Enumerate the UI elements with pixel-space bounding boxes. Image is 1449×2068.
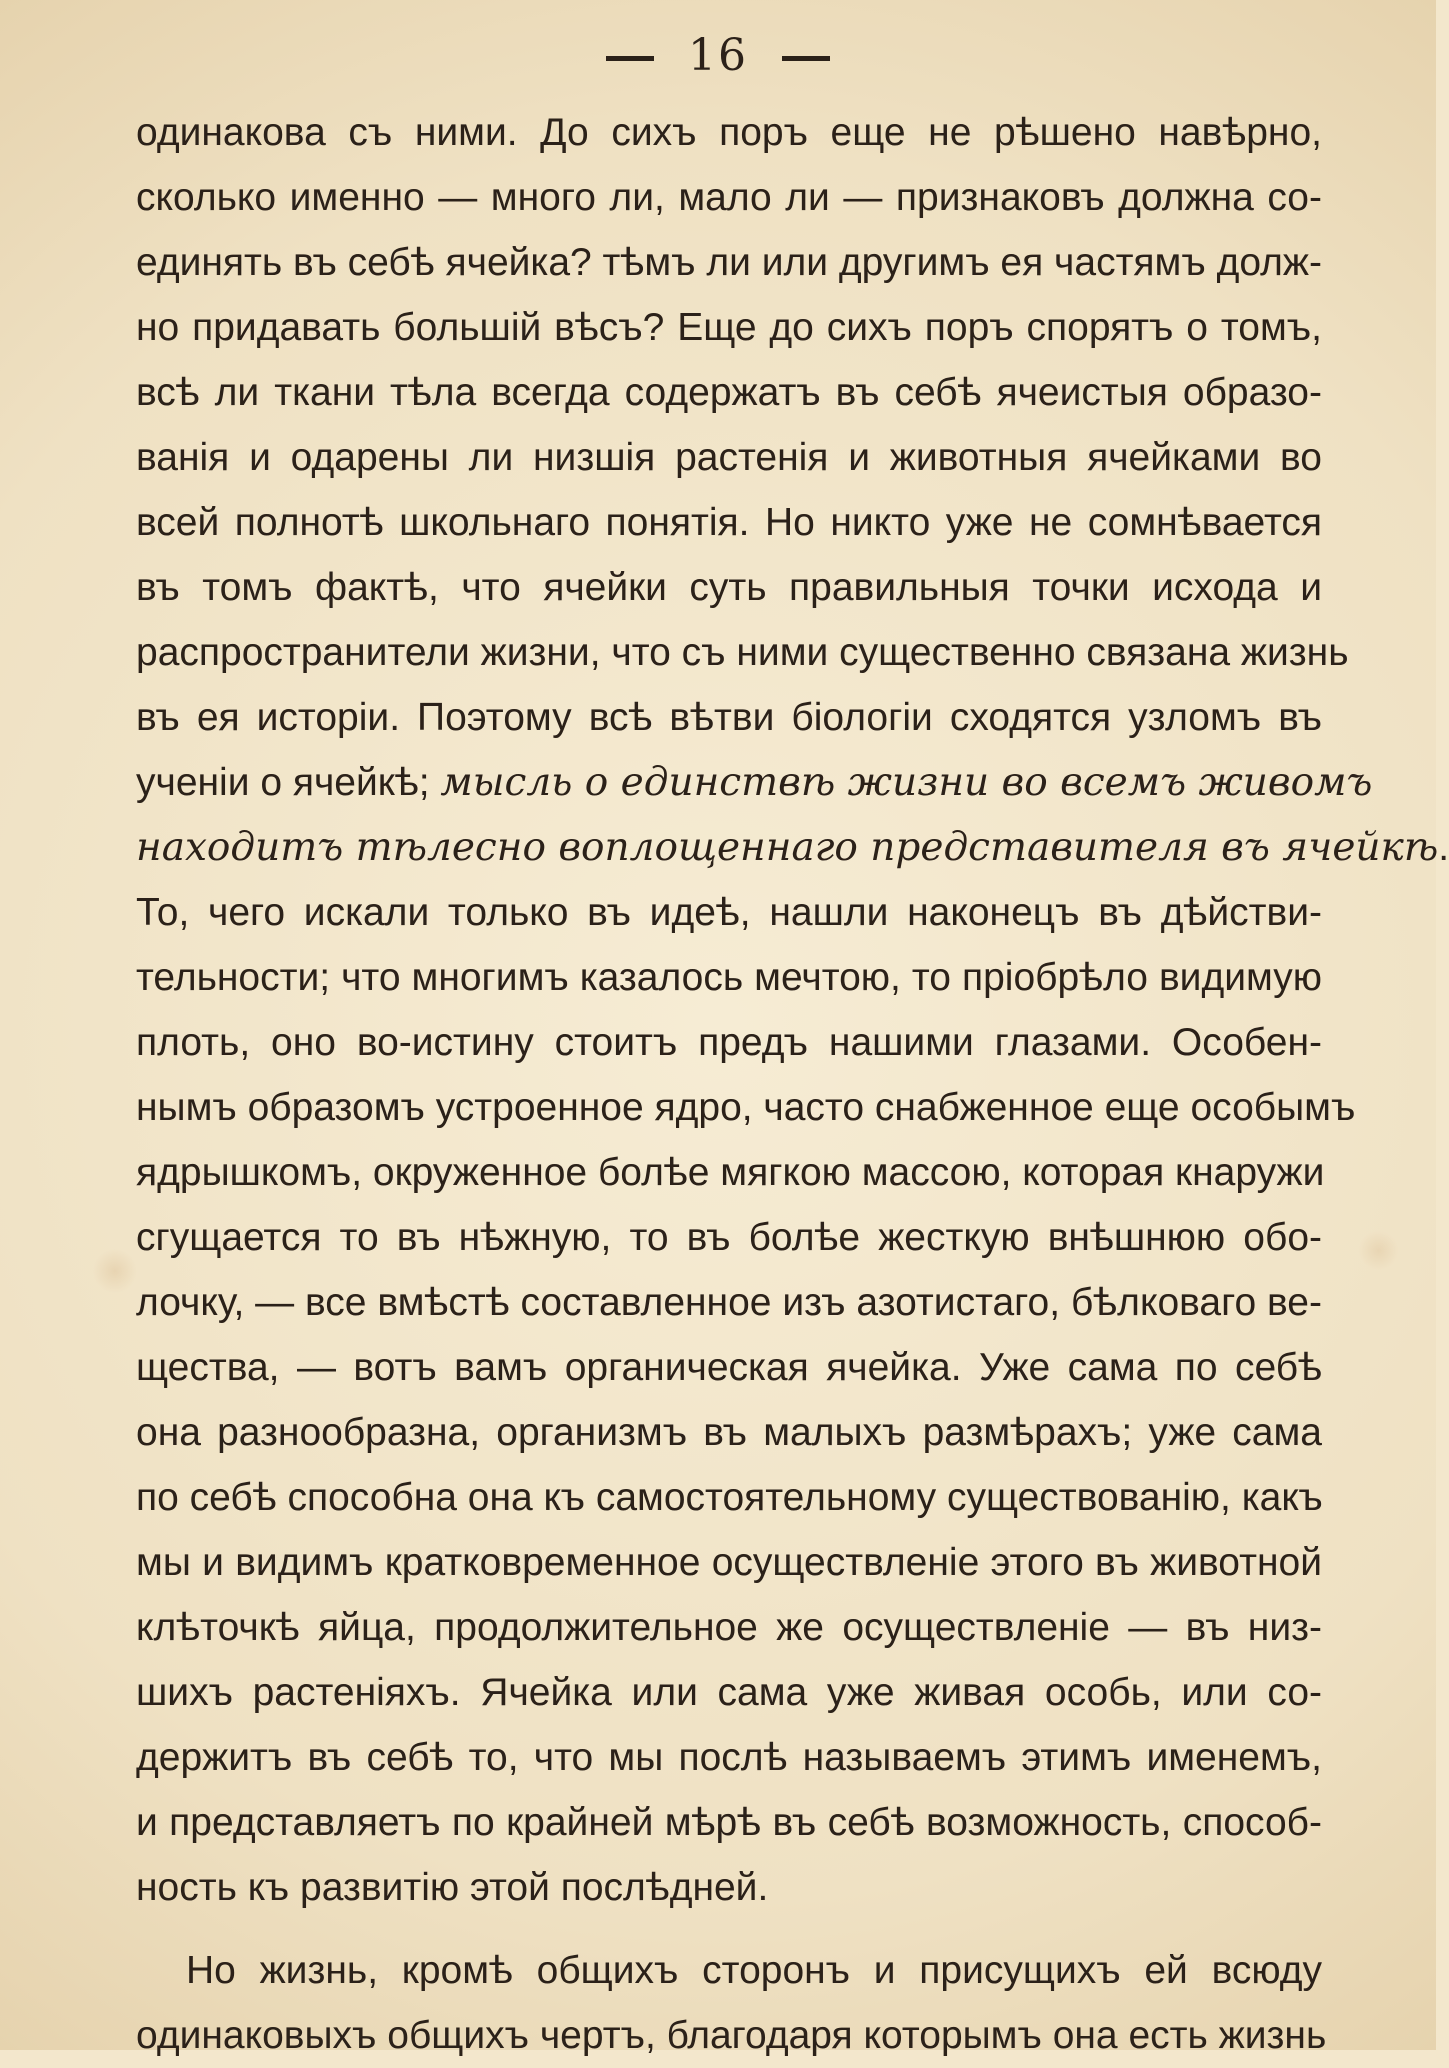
text-line: сгущается то въ нѣжную, то въ болѣе жесткую внѣшнюю обо-	[136, 1216, 1322, 1259]
text-line: распространители жизни, что съ ними существенно связана жизнь	[136, 631, 1349, 674]
body-text	[136, 100, 1449, 2068]
page-number-dash-right	[782, 56, 830, 61]
text-line: сколько именно — много ли, мало ли — признаковъ должна со-	[136, 176, 1322, 219]
text-line: щества, — вотъ вамъ органическая ячейка. Уже сама по себѣ	[136, 1346, 1322, 1389]
text-line: одинаковыхъ общихъ чертъ, благодаря которымъ она есть жизнь	[136, 2014, 1327, 2057]
text-line: находитъ тѣлесно воплощеннаго представителя въ ячейкѣ.	[136, 825, 1449, 870]
text-line: лочку, — все вмѣстѣ составленное изъ азотистаго, бѣлковаго ве-	[136, 1281, 1322, 1324]
text-line: одинакова съ ними. До сихъ поръ еще не рѣшено навѣрно,	[136, 111, 1322, 154]
text-line: по себѣ способна она къ самостоятельному существованію, какъ	[136, 1476, 1323, 1519]
text-line: но придавать большій вѣсъ? Еще до сихъ поръ спорятъ о томъ,	[136, 306, 1322, 349]
text-line: въ ея исторіи. Поэтому всѣ вѣтви біологіи сходятся узломъ въ	[136, 696, 1322, 739]
page-number	[0, 30, 1436, 81]
text-line: и представляетъ по крайней мѣрѣ въ себѣ возможность, способ-	[136, 1801, 1322, 1844]
text-line: То, чего искали только въ идеѣ, нашли наконецъ въ дѣйстви-	[136, 891, 1322, 934]
text-line: мы и видимъ кратковременное осуществленіе этого въ животной	[136, 1541, 1322, 1584]
text-line: она разнообразна, организмъ въ малыхъ размѣрахъ; уже сама	[136, 1411, 1322, 1454]
text-line: Но жизнь, кромѣ общихъ сторонъ и присущихъ ей всюду	[186, 1949, 1322, 1992]
text-line: ученіи о ячейкѣ; мысль о единствѣ жизни во всемъ живомъ	[136, 760, 1373, 805]
page-number-value: 16	[688, 30, 748, 81]
emphasized-text: мысль о единствѣ жизни во всемъ живомъ	[440, 760, 1373, 805]
page-number-dash-left	[606, 56, 654, 61]
text-line: держитъ въ себѣ то, что мы послѣ называемъ этимъ именемъ,	[136, 1736, 1322, 1779]
text-line: единять въ себѣ ячейка? тѣмъ ли или другимъ ея частямъ долж-	[136, 241, 1322, 284]
text-line: плоть, оно во-истину стоитъ предъ нашими глазами. Особен-	[136, 1021, 1322, 1064]
text-line: ядрышкомъ, окруженное болѣе мягкою массою, которая кнаружи	[136, 1151, 1325, 1194]
text-line: ность къ развитію этой послѣдней.	[136, 1866, 769, 1909]
text-line: нымъ образомъ устроенное ядро, часто снабженное еще особымъ	[136, 1086, 1356, 1129]
text-line: клѣточкѣ яйца, продолжительное же осуществленіе — въ низ-	[136, 1606, 1322, 1649]
text-line: шихъ растеніяхъ. Ячейка или сама уже живая особь, или со-	[136, 1671, 1322, 1714]
text-line: въ томъ фактѣ, что ячейки суть правильныя точки исхода и	[136, 566, 1322, 609]
text-line: всей полнотѣ школьнаго понятія. Но никто уже не сомнѣвается	[136, 501, 1322, 544]
text-line: ванія и одарены ли низшія растенія и животныя ячейками во	[136, 436, 1322, 479]
text-line: тельности; что многимъ казалось мечтою, то пріобрѣло видимую	[136, 956, 1322, 999]
text-line: всѣ ли ткани тѣла всегда содержатъ въ себѣ ячеистыя образо-	[136, 371, 1322, 414]
emphasized-text: находитъ тѣлесно воплощеннаго представителя въ ячейкѣ	[136, 825, 1439, 870]
